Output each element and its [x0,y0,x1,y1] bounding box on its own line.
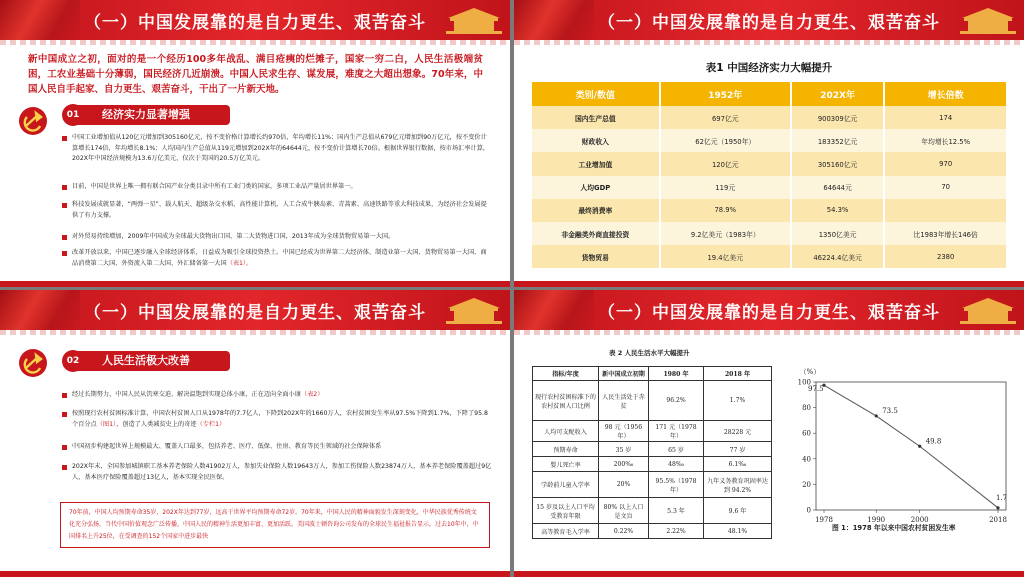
table-cell: 工业增加值 [532,152,660,175]
table-cell: 77 岁 [704,442,772,457]
table-cell: 62亿元（1950年） [660,129,791,152]
table-header: 新中国成立初期 [599,367,649,381]
slide-header [514,290,1024,330]
table-row [533,498,772,524]
table-cell: 19.4亿美元 [660,245,791,268]
bullet-text: 对外贸易持续增加，2009年中国成为全球最大货物出口国、第二大货物进口国，2013年成为全球货物贸易第一大国。 [72,233,395,240]
bullet-marker [62,445,67,450]
table-row [532,222,1007,245]
slide-title: （一）中国发展靠的是自力更生、艰苦奋斗 [84,303,426,323]
table-header: 202X年 [791,82,884,106]
table-row [533,524,772,539]
table-cell: 64644元 [791,176,884,199]
section-title: 经济实力显著增强 [70,105,230,125]
table-header: 1980 年 [649,367,704,381]
table-cell: 35 岁 [599,442,649,457]
bullet-1 [72,390,492,401]
slide-header [514,0,1024,40]
tiananmen-icon [444,294,504,328]
bullet-marker [62,412,67,417]
table-cell: 70 [884,176,1007,199]
plot-frame [816,382,1006,510]
table-row [532,176,1007,199]
table-row [533,472,772,498]
economy-table [532,82,1008,268]
table-cell: 预期寿命 [533,442,599,457]
table-cell: 国内生产总值 [532,106,660,129]
table-row [532,245,1007,268]
table-cell: 119元 [660,176,791,199]
table-cell: 9.2亿美元（1983年） [660,222,791,245]
table-cell: 174 [884,106,1007,129]
bullet-marker [62,136,67,141]
bullet-5 [72,248,492,269]
table-row [533,381,772,421]
slide-header [0,0,510,40]
bullet-2 [72,182,492,193]
table-cell: 2.22% [649,524,704,539]
table-row [532,129,1007,152]
tiananmen-icon [444,4,504,38]
tiananmen-icon [958,4,1018,38]
divider [514,40,1024,45]
bullet-marker [62,251,67,256]
table-cell: 比1983年增长146倍 [884,222,1007,245]
bullet-marker [62,393,67,398]
table-row [532,106,1007,129]
x-tick-label: 1978 [815,516,833,524]
table-cell: 现行农村贫困标准下的农村贫困人口比例 [533,381,599,421]
table-cell: 20% [599,472,649,498]
bullet-text: 按照现行农村贫困标准计算，中国农村贫困人口从1978年的7.7亿人，下降到202X年的1660万人，农村贫困发生率从97.5%下降到1.7%，下降了95.8个百分点 [72,410,488,428]
table-cell: 48‰ [649,457,704,472]
series-line [824,385,998,508]
y-tick-label: 60 [802,429,811,438]
table-cell: 305160亿元 [791,152,884,175]
table-cell: 学龄前儿童入学率 [533,472,599,498]
section-number: 01 [62,104,84,126]
slide-economy[interactable] [0,0,510,287]
table-cell: 人均GDP [532,176,660,199]
chart-caption: 图 1：1978 年以来中国农村贫困发生率 [832,524,956,532]
x-tick-label: 2018 [989,516,1007,524]
table-cell: 6.1‰ [704,457,772,472]
table-cell: 54.3% [791,199,884,222]
bullet-text: 目前，中国是世界上唯一拥有联合国产业分类目录中所有工业门类的国家，多项工业品产量居世界第一。 [72,183,357,190]
figure-reference[interactable]: （图1） [96,420,117,428]
divider [0,330,510,335]
slide-livelihood[interactable] [0,290,510,577]
table-header: 2018 年 [704,367,772,381]
slide-table1[interactable] [514,0,1024,287]
table-cell: 28228 元 [704,421,772,442]
intro-text: 新中国成立之初，面对的是一个经历100多年战乱、满目疮痍的烂摊子，国家一穷二白，人民生活极端贫困，工农业基础十分薄弱，国民经济几近崩溃。中国人民求生存、谋发展，难度之大超出想象。70年来，中国人民自手起家、自力更生、艰苦奋斗，干出了一片新天地。 [28,54,483,95]
table-header: 类别/数值 [532,82,660,106]
data-label: 73.5 [882,406,898,415]
table-cell: 货物贸易 [532,245,660,268]
table-cell: 78.9% [660,199,791,222]
table-cell: 财政收入 [532,129,660,152]
table-cell: 95.5%（1978 年） [649,472,704,498]
y-tick-label: 0 [806,506,811,515]
data-point [996,506,999,509]
table-cell: 最终消费率 [532,199,660,222]
divider [514,330,1024,335]
data-point [918,445,921,448]
table-row [533,421,772,442]
slide-title: （一）中国发展靠的是自力更生、艰苦奋斗 [598,13,940,33]
table-cell: 非金融类外商直接投资 [532,222,660,245]
footer-bar [0,571,510,577]
table-header: 增长倍数 [884,82,1007,106]
bullet-marker [62,465,67,470]
table-cell: 183352亿元 [791,129,884,152]
bullet-text: 改革开放以来，中国已逐步融入全球经济体系，日益成为吸引全球投资热土。中国已经成为世界第二大经济体、制造业第一大国、货物贸易第一大国、商品消费第二大国、外资流入第二大国、外汇储备第一大国 [72,249,487,267]
x-tick-label: 2000 [910,516,929,524]
table-cell: 48.1% [704,524,772,539]
bullet-text: 科技发展成就显著，“两弹一星”、载人航天、超级杂交水稻、高性能计算机、人工合成牛胰岛素、青蒿素、高速铁路等重大科技成果，为经济社会发展提供了有力支撑。 [72,201,487,219]
table-cell: 婴儿死亡率 [533,457,599,472]
slide-title: （一）中国发展靠的是自力更生、艰苦奋斗 [84,13,426,33]
table-reference[interactable]: （表2） [300,391,324,398]
slide-table2-chart[interactable] [514,290,1024,577]
bullet-marker [62,185,67,190]
bullet-text: 中国工业增加值从120亿元增加到305160亿元，按不变价格计算增长约970倍，年均增长11%；国内生产总值从679亿元增加到90万亿元，按不变价计算增长174倍，年均增长8.1%；人均国内生产总值从119元增加到202X年的64644元，按不变价计算增长70倍。根据世界银行数据，按市场汇率计算，202X年中国经济规模为13.6万亿美元，仅次于美国的20.5万亿美元。 [72,134,490,162]
table-row [532,199,1007,222]
data-label: 49.8 [925,437,942,446]
table-cell: 1.7% [704,381,772,421]
table-header-row [533,367,772,381]
tiananmen-icon [958,294,1018,328]
footer-bar [0,281,510,287]
table-header: 1952年 [660,82,791,106]
data-label: 1.7 [996,493,1008,502]
bullet-text: 经过长期努力，中国人民从饥寒交迫、解决温饱到实现总体小康，正在迈向全面小康 [72,391,301,398]
bullet-text: 中国初步构建起世界上规模最大、覆盖人口最多，包括养老、医疗、低保、住房、教育等民生领域的社会保障体系 [72,443,382,450]
table-cell: 1350亿美元 [791,222,884,245]
footer-bar [514,571,1024,577]
bullet-4 [72,462,492,483]
bullet-3 [72,200,492,221]
table-cell: 15 岁及以上人口平均受教育年限 [533,498,599,524]
party-emblem-icon [18,348,48,378]
table-cell: 9.6 年 [704,498,772,524]
table-cell: 98 元（1956 年） [599,421,649,442]
table-cell: 171 元（1978 年） [649,421,704,442]
y-tick-label: 20 [802,480,811,489]
table-header-row [532,82,1007,106]
table-header: 指标/年度 [533,367,599,381]
highlight-box: 70年前，中国人均预期寿命35岁，202X年达到77岁，远高于世界平均预期寿命72岁。70年来，中国人民的精神面貌发生深刻变化，中华民族优秀传统文化充分弘扬，当代中国价值观念广泛传播，中国人民的精神生活更加丰富、更加活跃。美国波士顿咨询公司发布的全球民生福祉报告显示，过去10年中，中国排名上升25位，在受调查的152个国家中进步最快 [60,502,490,548]
living-standard-table [532,366,772,539]
footer-bar [514,281,1024,287]
column-reference[interactable]: （专栏1） [196,420,226,428]
data-point [875,414,878,417]
table-row [533,457,772,472]
divider [0,40,510,45]
bullet-text: ，创造了人类减贫史上的奇迹 [116,420,197,428]
bullet-3 [72,442,492,453]
section-title: 人民生活极大改善 [70,351,230,371]
slide-header [0,290,510,330]
x-tick-label: 1990 [867,516,886,524]
table-row [533,442,772,457]
data-label: 97.5 [808,385,824,394]
table-cell: 0.22% [599,524,649,539]
bullet-marker [62,203,67,208]
table-cell: 高等教育毛入学率 [533,524,599,539]
section-number: 02 [62,350,84,372]
table-cell: 65 岁 [649,442,704,457]
y-axis-label: （%） [799,368,821,376]
table-cell: 46224.4亿美元 [791,245,884,268]
table-reference[interactable]: （表1）。 [226,259,253,267]
table-cell: 人民生活处于赤贫 [599,381,649,421]
table-cell [884,199,1007,222]
table-cell: 120亿元 [660,152,791,175]
table-caption: 表 2 人民生活水平大幅提升 [609,349,690,357]
bullet-2 [72,409,492,430]
table-caption: 表1 中国经济实力大幅提升 [705,62,833,74]
y-tick-label: 100 [797,378,811,387]
table-cell: 九年义务教育巩固率达到 94.2% [704,472,772,498]
table-cell: 5.3 年 [649,498,704,524]
y-tick-label: 40 [802,455,811,464]
bullet-4 [72,232,492,243]
table-row [532,152,1007,175]
slide-title: （一）中国发展靠的是自力更生、艰苦奋斗 [598,303,940,323]
table-cell: 80% 以上人口是文盲 [599,498,649,524]
bullet-1 [72,133,492,165]
table-cell: 970 [884,152,1007,175]
table-cell: 697亿元 [660,106,791,129]
table-cell: 200‰ [599,457,649,472]
table-cell: 2380 [884,245,1007,268]
table-cell: 900309亿元 [791,106,884,129]
bullet-marker [62,235,67,240]
bullet-text: 202X年末，全国参加城镇职工基本养老保险人数41902万人，参加失业保险人数19643万人，参加工伤保险人数23874万人，基本养老保险覆盖超过9亿人，基本医疗保险覆盖超过13亿人，基本实现全民医保。 [72,463,492,481]
table-cell: 96.2% [649,381,704,421]
table-cell: 年均增长12.5% [884,129,1007,152]
party-emblem-icon [18,106,48,136]
y-tick-label: 80 [802,404,811,413]
table-cell: 人均可支配收入 [533,421,599,442]
